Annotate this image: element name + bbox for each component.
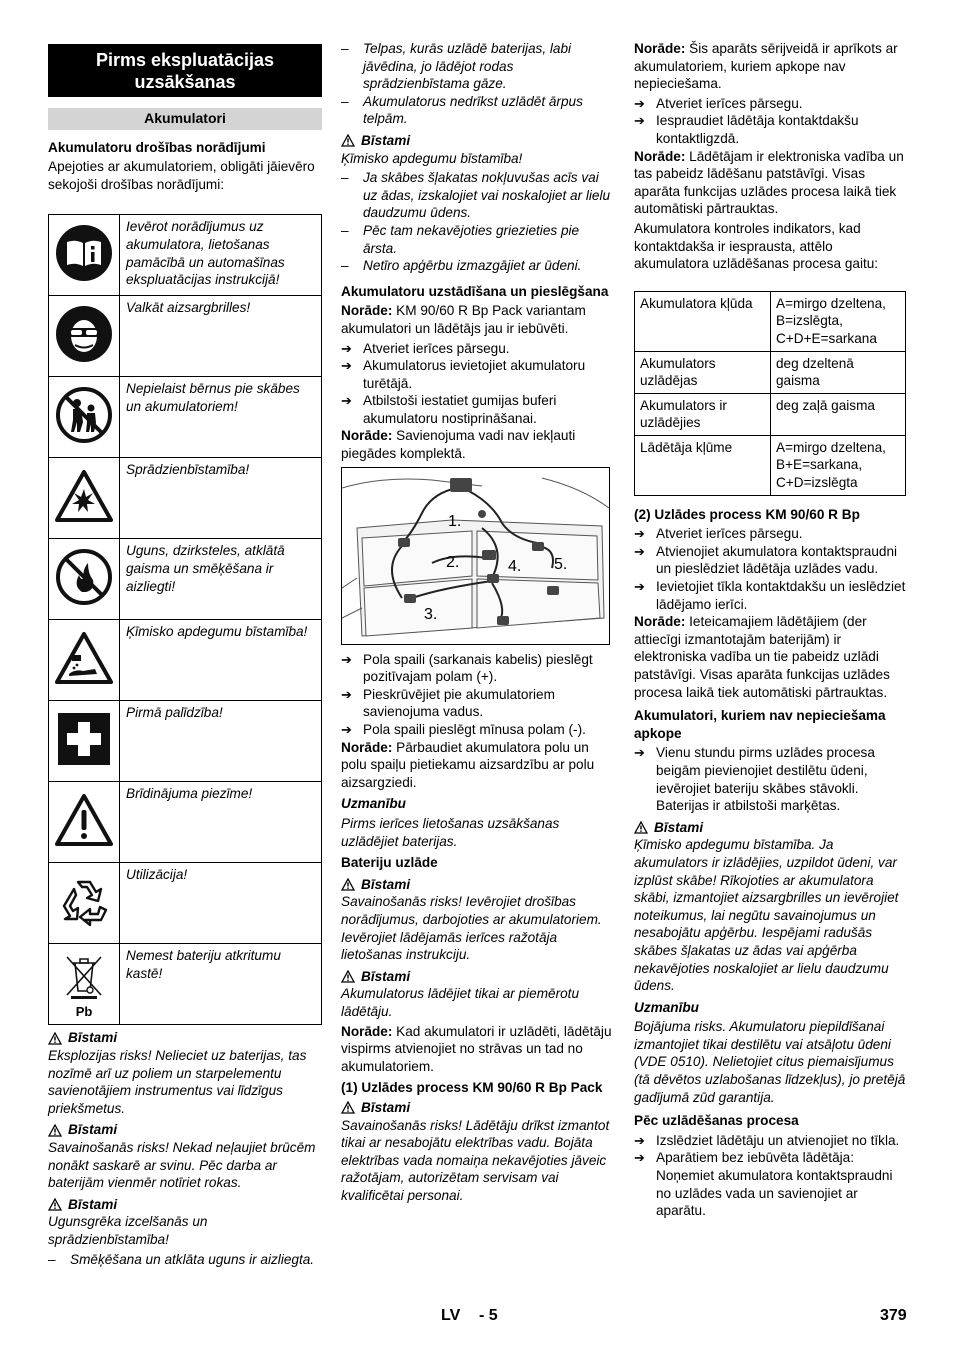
no-children-icon <box>49 377 120 458</box>
arrow-icon: ➔ <box>341 686 352 702</box>
danger-label <box>341 968 616 986</box>
symbol-text: Nepielaist bērnus pie skābes un akumulatoriem! <box>120 377 322 458</box>
list-item: – Ja skābes šļakatas nokļuvušas acīs vai uz ādas, izskalojiet vai noskalojiet ar lielu daudzumu ūdens. <box>341 170 611 221</box>
footer-language: LV <box>441 1307 461 1324</box>
danger-text: Savainošanās risks! Nekad neļaujiet brūcēm nonākt saskarē ar svinu. Pēc darba ar baterijām vienmēr notīriet rokas. <box>48 1139 316 1191</box>
symbol-text: Ievērot norādījumus uz akumulatora, lietošanas pamācībā un automašīnas ekspluatācijas instrukcijā! <box>120 215 322 296</box>
pb-label: Pb <box>75 1004 93 1020</box>
footer-local-page: - 5 <box>479 1307 498 1324</box>
column-left <box>48 40 322 1268</box>
safety-heading: Akumulatoru drošības norādījumi <box>48 139 266 155</box>
list-item: ➔ Vienu stundu pirms uzlādes procesa beigām pievienojiet destilētu ūdeni, ievērojiet bateriju skābes stāvokli. Baterijas ir atbilstoši marķētas. <box>634 745 875 814</box>
section-title: Pirms ekspluatācijas uzsākšanas <box>48 44 322 97</box>
table-row <box>635 291 906 351</box>
list-item: ➔ Izslēdziet lādētāju un atvienojiet no tīkla. <box>634 1132 900 1148</box>
danger-text: Ķīmisko apdegumu bīstamība. Ja akumulators ir izlādējies, uzpildot ūdeni, var izplūst skābe! Rīkojoties ar akumulatora skābi, izmantojiet aizsargbrilles un ievērojiet noteikumus, lai negūtu savainojumus un nesabojātu apģērbu. Iespējami radušās skābes šļakatas uz ādas vai apģērba nekavējoties noskalojiet ar lielu daudzumu ūdens. <box>634 837 899 994</box>
list-item: ➔ Aparātiem bez iebūvēta lādētāja: Noņemiet akumulatora kontaktspraudni no uzlādes vada un savienojiet ar aparātu. <box>634 1150 893 1219</box>
table-row <box>49 863 322 944</box>
danger-label <box>341 876 616 894</box>
table-cell: deg dzeltenā gaisma <box>771 351 906 393</box>
arrow-icon: ➔ <box>341 358 352 374</box>
figure-label: 4. <box>508 557 522 575</box>
indicator-table <box>634 291 906 496</box>
no-fire-icon <box>49 539 120 620</box>
column-middle <box>341 40 616 1206</box>
arrow-icon: ➔ <box>341 340 352 356</box>
danger-text: Akumulatorus lādējiet tikai ar piemērotu lādētāju. <box>341 986 580 1019</box>
list-item: – Akumulatorus nedrīkst uzlādēt ārpus telpām. <box>341 93 583 127</box>
table-row <box>49 377 322 458</box>
danger-label-text: Bīstami <box>361 876 411 892</box>
column-right <box>634 40 908 1220</box>
danger-triangle-icon <box>48 1032 62 1045</box>
crossed-bin-icon <box>49 944 120 1025</box>
symbol-text: Utilizācija! <box>120 863 322 944</box>
danger-label <box>341 1099 616 1117</box>
arrow-icon: ➔ <box>634 543 645 559</box>
note: Norāde: Kad akumulatori ir uzlādēti, lādētāju vispirms atvienojiet no strāvas un tad no akumulatoriem. <box>341 1023 612 1074</box>
table-cell: A=mirgo dzeltena, B+E=sarkana, C+D=izslēgta <box>771 435 906 495</box>
list-item: ➔ Pola spaili pieslēgt mīnusa polam (-). <box>341 722 586 738</box>
table-cell: A=mirgo dzeltena, B=izslēgta, C+D+E=sarkana <box>771 291 906 351</box>
table-row <box>49 944 322 1025</box>
danger-label <box>48 1121 322 1139</box>
symbol-text: Valkāt aizsargbrilles! <box>120 296 322 377</box>
figure-label: 1. <box>448 512 462 530</box>
danger-triangle-icon <box>341 970 355 983</box>
list-item: ➔ Atveriet ierīces pārsegu. <box>341 340 510 356</box>
danger-label-text: Bīstami <box>68 1196 118 1212</box>
danger-triangle-icon <box>341 134 355 147</box>
danger-triangle-icon <box>48 1124 62 1137</box>
after-charging-heading: Pēc uzlādēšanas procesa <box>634 1113 799 1129</box>
arrow-icon: ➔ <box>341 722 352 738</box>
figure-label: 3. <box>424 605 438 623</box>
danger-label <box>48 1029 322 1047</box>
table-row <box>49 458 322 539</box>
danger-label <box>634 819 908 837</box>
table-row <box>635 393 906 435</box>
list-item: ➔ Atvienojiet akumulatora kontaktspraudni un pieslēdziet lādētāja uzlādes vadu. <box>634 543 898 577</box>
process-2-heading: (2) Uzlādes process KM 90/60 R Bp <box>634 506 860 522</box>
figure-label: 5. <box>554 555 568 573</box>
safety-intro: Apejoties ar akumulatoriem, obligāti jāievēro sekojoši drošības norādījumi: <box>48 159 315 192</box>
arrow-icon: ➔ <box>634 745 645 761</box>
list-item: ➔ Ievietojiet tīkla kontaktdakšu un ieslēdziet lādējamo ierīci. <box>634 579 906 612</box>
table-row <box>49 539 322 620</box>
danger-text: Ugunsgrēka izcelšanās un sprādzienbīstamība! <box>48 1214 208 1247</box>
arrow-icon: ➔ <box>634 1132 645 1148</box>
arrow-icon: ➔ <box>634 113 645 129</box>
danger-label <box>341 132 616 150</box>
recycle-icon <box>49 863 120 944</box>
danger-text: Savainošanās risks! Ievērojiet drošības norādījumus, darbojoties ar akumulatoriem. Ievērojiet lādējamās ierīces ražotāja lietošanas instrukciju. <box>341 894 602 963</box>
subsection-title: Akumulatori <box>48 108 322 130</box>
arrow-icon: ➔ <box>634 95 645 111</box>
footer-page-number: 379 <box>880 1307 907 1324</box>
battery-wiring-figure <box>341 467 610 645</box>
process-1-heading: (1) Uzlādes process KM 90/60 R Bp Pack <box>341 1080 603 1096</box>
corrosive-icon <box>49 620 120 701</box>
charge-heading: Bateriju uzlāde <box>341 855 438 871</box>
note: Norāde: KM 90/60 R Bp Pack variantam akumulatori un lādētājs jau ir iebūvēti. <box>341 303 586 336</box>
goggles-icon <box>49 296 120 377</box>
danger-label-text: Bīstami <box>68 1030 118 1046</box>
caution-text: Bojājuma risks. Akumulatoru piepildīšanai izmantojiet tikai destilētu vai atsāļotu ūdeni (VDE 0510). Nelietojiet citus piemaisījumus (tā dēvētos uzlabošanas līdzekļus), jo pretējā gadījumā zūd garantija. <box>634 1019 906 1105</box>
install-heading: Akumulatoru uzstādīšana un pieslēgšana <box>341 283 609 299</box>
danger-label-text: Bīstami <box>68 1122 118 1138</box>
arrow-icon: ➔ <box>634 526 645 542</box>
note: Norāde: Savienojuma vadi nav iekļauti piegādes komplektā. <box>341 428 576 462</box>
danger-text: Eksplozijas risks! Nelieciet uz baterijas, tas nozīmē arī uz poliem un starpelementu savienotājiem instrumentus vai līdzīgus priekšmetus. <box>48 1047 307 1116</box>
list-item: ➔ Pola spaili (sarkanais kabelis) pieslēgt pozitīvajam polam (+). <box>341 651 593 685</box>
list-item: ➔ Atveriet ierīces pārsegu. <box>634 526 803 542</box>
arrow-icon: ➔ <box>634 579 645 595</box>
manual-info-icon <box>49 215 120 296</box>
arrow-icon: ➔ <box>341 393 352 409</box>
table-row <box>635 435 906 495</box>
list-item: ➔ Iespraudiet lādētāja kontaktdakšu kontaktligzdā. <box>634 113 859 146</box>
danger-text: Ķīmisko apdegumu bīstamība! <box>341 150 523 166</box>
warning-icon <box>49 782 120 863</box>
battery-wiring-drawing <box>342 468 609 644</box>
symbol-text: Uguns, dzirksteles, atklātā gaisma un smēķēšana ir aizliegti! <box>120 539 322 620</box>
arrow-icon: ➔ <box>634 1150 645 1166</box>
table-cell: Akumulatora kļūda <box>635 291 771 351</box>
first-aid-icon <box>49 701 120 782</box>
table-cell: Lādētāja kļūme <box>635 435 771 495</box>
table-row <box>635 351 906 393</box>
danger-triangle-icon <box>634 821 648 834</box>
caution-label: Uzmanību <box>341 796 406 812</box>
danger-label <box>48 1196 322 1214</box>
list-item: – Telpas, kurās uzlādē baterijas, labi jāvēdina, jo lādējot rodas sprādzienbīstama gāze. <box>341 41 572 92</box>
danger-label-text: Bīstami <box>361 132 411 148</box>
symbol-text: Pirmā palīdzība! <box>120 701 322 782</box>
symbol-text: Sprādzienbīstamība! <box>120 458 322 539</box>
table-cell: Akumulators ir uzlādējies <box>635 393 771 435</box>
table-row <box>49 296 322 377</box>
symbol-text: Nemest bateriju atkritumu kastē! <box>120 944 322 1025</box>
list-item: ➔ Atveriet ierīces pārsegu. <box>634 95 803 111</box>
table-row <box>49 215 322 296</box>
explosion-icon <box>49 458 120 539</box>
danger-label-text: Bīstami <box>654 819 704 835</box>
danger-triangle-icon <box>48 1198 62 1211</box>
table-cell: Akumulators uzlādējas <box>635 351 771 393</box>
indicator-text: Akumulatora kontroles indikators, kad kontaktdakša ir iesprausta, attēlo akumulatora uzlādēšanas procesa gaitu: <box>634 220 879 272</box>
safety-symbols-table <box>48 214 322 1025</box>
maintenance-free-heading: Akumulatori, kuriem nav nepieciešama apkope <box>634 708 886 741</box>
danger-triangle-icon <box>341 878 355 891</box>
symbol-text: Ķīmisko apdegumu bīstamība! <box>120 620 322 701</box>
danger-triangle-icon <box>341 1101 355 1114</box>
list-item: ➔ Akumulatorus ievietojiet akumulatoru turētājā. <box>341 358 586 391</box>
note: Norāde: Lādētājam ir elektroniska vadība un tas pabeidz lādēšanu patstāvīgi. Visas aparāta funkcijas uzlādes procesa laikā tiek automātiski pārtrauktas. <box>634 148 904 217</box>
symbol-text: Brīdinājuma piezīme! <box>120 782 322 863</box>
list-item: – Smēķēšana un atklāta uguns ir aizliegta. <box>48 1251 315 1267</box>
arrow-icon: ➔ <box>341 651 352 667</box>
list-item: – Pēc tam nekavējoties griezieties pie ārsta. <box>341 222 580 256</box>
list-item: ➔ Atbilstoši iestatiet gumijas buferi akumulatoru nostiprināšanai. <box>341 393 557 426</box>
danger-label-text: Bīstami <box>361 1099 411 1115</box>
table-row <box>49 620 322 701</box>
table-row <box>49 782 322 863</box>
note: Norāde: Ieteicamajiem lādētājiem (der attiecīgi izmantotajām baterijām) ir elektroniska vadība un tie pabeidz uzlādi patstāvīgi. Visas aparāta funkcijas uzlādes procesa laikā tiek automātiski pārtrauktas. <box>634 614 890 700</box>
list-item: ➔ Pieskrūvējiet pie akumulatoriem savienojuma vadus. <box>341 686 555 720</box>
caution-text: Pirms ierīces lietošanas uzsākšanas uzlādējiet baterijas. <box>341 816 560 849</box>
note: Norāde: Pārbaudiet akumulatora polu un polu spaiļu pietiekamu aizsardzību ar polu aizsargziedi. <box>341 739 595 790</box>
table-cell: deg zaļā gaisma <box>771 393 906 435</box>
note: Norāde: Šis aparāts sērijveidā ir aprīkots ar akumulatoriem, kuriem apkope nav nepieciešama. <box>634 41 898 92</box>
figure-label: 2. <box>446 553 460 571</box>
caution-label: Uzmanību <box>634 999 699 1015</box>
danger-text: Savainošanās risks! Lādētāju drīkst izmantot tikai ar nesabojātu elektrības vadu. Bojāta elektrības vada nomaiņa nekavējoties jāveic ražotājam, autorizētam servisam vai kvalificētai personai. <box>341 1117 610 1203</box>
danger-label-text: Bīstami <box>361 968 411 984</box>
table-row <box>49 701 322 782</box>
list-item: – Netīro apģērbu izmazgājiet ar ūdeni. <box>341 258 582 274</box>
